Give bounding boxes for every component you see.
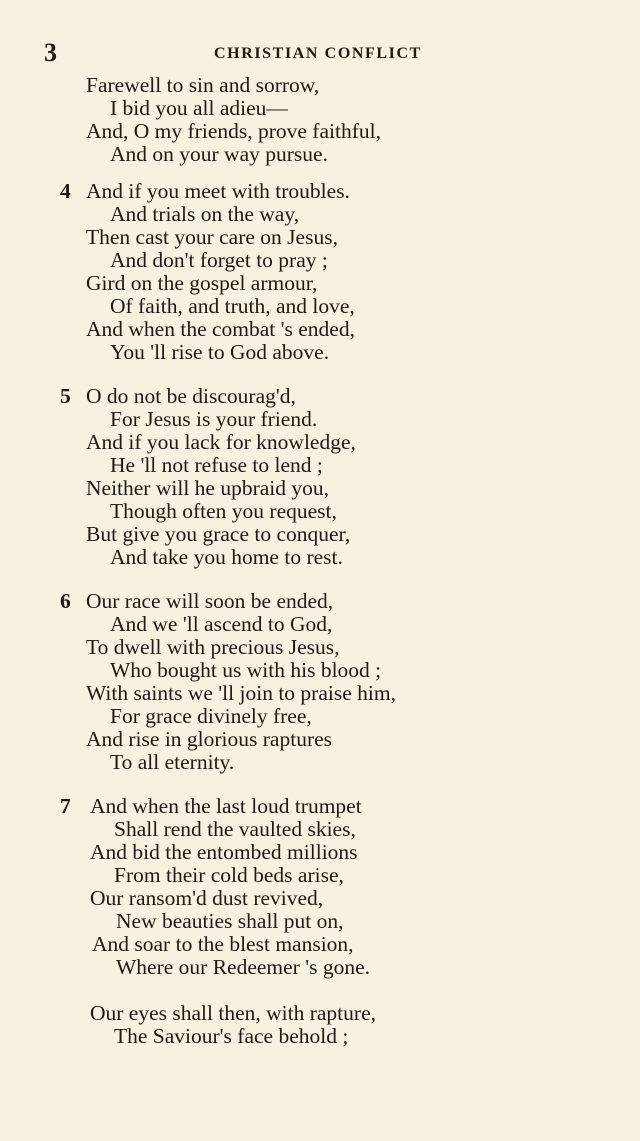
verse-line: And take you home to rest.: [110, 545, 343, 569]
verse-line: And rise in glorious raptures: [86, 727, 333, 751]
verse-line: Who bought us with his blood ;: [110, 658, 382, 682]
verse-number: 4: [60, 179, 71, 203]
verse-line: I bid you all adieu—: [110, 96, 288, 120]
verse-line: O do not be discourag'd,: [86, 384, 296, 408]
verse-line: You 'll rise to God above.: [110, 340, 330, 364]
verse-line: To all eternity.: [110, 750, 235, 774]
verse-number: 6: [60, 589, 71, 613]
verse-line: Neither will he upbraid you,: [86, 476, 330, 500]
verse-line: And bid the entombed millions: [90, 840, 358, 864]
verse-number: 5: [60, 384, 71, 408]
verse-number: 7: [60, 794, 71, 818]
verse-line: Shall rend the vaulted skies,: [114, 817, 356, 841]
verse-line: For grace divinely free,: [110, 704, 312, 728]
verse-line: And soar to the blest mansion,: [92, 932, 354, 956]
verse-line: And trials on the way,: [110, 202, 300, 226]
verse-line: And on your way pursue.: [110, 142, 328, 166]
verse-line: Our eyes shall then, with rapture,: [90, 1001, 376, 1025]
verse-line: Though often you request,: [110, 499, 337, 523]
verse-line: For Jesus is your friend.: [110, 407, 318, 431]
verse-line: Farewell to sin and sorrow,: [86, 73, 320, 97]
verse-line: Our ransom'd dust revived,: [90, 886, 324, 910]
verse-line: Gird on the gospel armour,: [86, 271, 318, 295]
verse-line: And don't forget to pray ;: [110, 248, 328, 272]
verse-line: With saints we 'll join to praise him,: [86, 681, 396, 705]
verse-line: He 'll not refuse to lend ;: [110, 453, 323, 477]
verse-line: To dwell with precious Jesus,: [86, 635, 340, 659]
verse-line: Then cast your care on Jesus,: [86, 225, 338, 249]
running-head: CHRISTIAN CONFLICT: [214, 45, 422, 62]
verse-line: New beauties shall put on,: [116, 909, 344, 933]
verse-line: The Saviour's face behold ;: [114, 1024, 349, 1048]
verse-line: Where our Redeemer 's gone.: [116, 955, 371, 979]
verse-line: Our race will soon be ended,: [86, 589, 334, 613]
verse-line: And we 'll ascend to God,: [110, 612, 333, 636]
verse-line: And when the last loud trumpet: [90, 794, 362, 818]
verse-line: And if you meet with troubles.: [86, 179, 350, 203]
verse-line: Of faith, and truth, and love,: [110, 294, 355, 318]
verse-line: And when the combat 's ended,: [86, 317, 355, 341]
page-header: [0, 38, 640, 68]
verse-line: And if you lack for knowledge,: [86, 430, 356, 454]
verse-line: But give you grace to conquer,: [86, 522, 351, 546]
verse-line: From their cold beds arise,: [114, 863, 344, 887]
page-number: 3: [44, 38, 57, 67]
verse-line: And, O my friends, prove faithful,: [86, 119, 381, 143]
